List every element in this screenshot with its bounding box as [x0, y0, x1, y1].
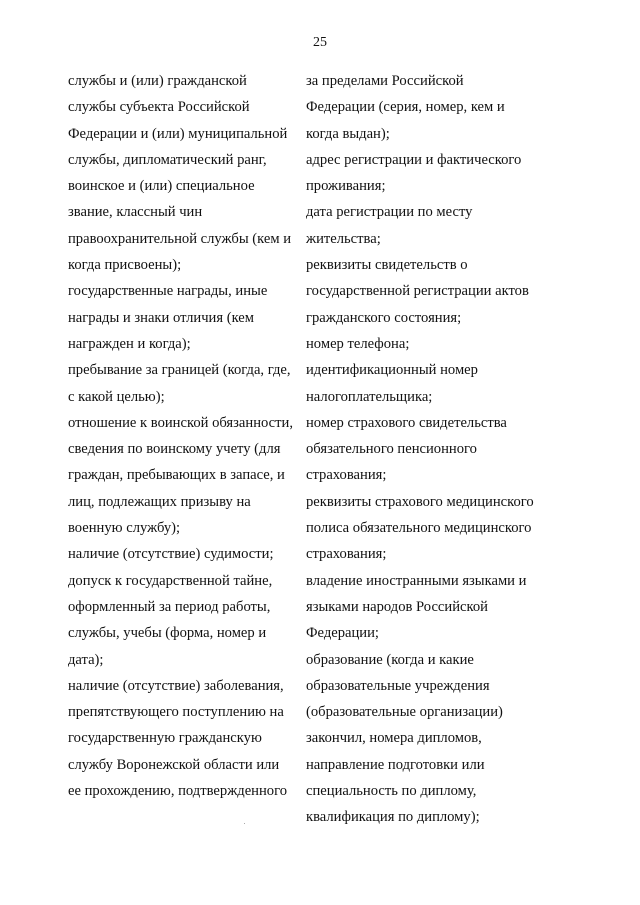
left-column-line: наличие (отсутствие) судимости;: [68, 546, 274, 563]
left-column-line: когда присвоены);: [68, 257, 182, 274]
right-column-line: полиса обязательного медицинского: [306, 520, 532, 537]
right-column-line: государственной регистрации актов: [306, 283, 529, 300]
left-column-line: наличие (отсутствие) заболевания,: [68, 677, 284, 694]
right-column-line: Федерации (серия, номер, кем и: [306, 99, 505, 116]
left-column-line: с какой целью);: [68, 388, 165, 405]
left-column-line: службы, учебы (форма, номер и: [68, 625, 267, 642]
left-column-line: оформленный за период работы,: [68, 598, 271, 615]
right-column-line: гражданского состояния;: [306, 309, 462, 326]
left-column-line: препятствующего поступлению на: [68, 704, 284, 721]
left-column-line: службы, дипломатический ранг,: [68, 151, 267, 168]
right-column-line: налогоплательщика;: [306, 388, 433, 405]
right-column-line: проживания;: [306, 178, 386, 195]
left-column-line: отношение к воинской обязанности,: [68, 414, 293, 431]
left-column-line: Федерации и (или) муниципальной: [68, 125, 288, 142]
right-column-line: дата регистрации по месту: [306, 204, 473, 221]
right-column-line: направление подготовки или: [306, 756, 485, 773]
right-column-line: (образовательные организации): [306, 704, 503, 721]
right-column-line: реквизиты свидетельств о: [306, 257, 468, 274]
right-column-line: владение иностранными языками и: [306, 572, 527, 589]
left-column-line: звание, классный чин: [68, 204, 203, 221]
right-column-line: идентификационный номер: [306, 362, 478, 379]
left-column-line: государственные награды, иные: [68, 283, 268, 300]
left-column-line: государственную гражданскую: [68, 730, 262, 747]
left-column-line: граждан, пребывающих в запасе, и: [68, 467, 285, 484]
left-column-line: ее прохождению, подтвержденного: [68, 783, 288, 800]
left-column-line: службы и (или) гражданской: [68, 73, 247, 89]
left-column-line: службы субъекта Российской: [68, 99, 250, 116]
left-column-line: дата);: [68, 651, 104, 668]
right-column-line: квалификация по диплому);: [306, 809, 480, 826]
scan-speck: [244, 823, 245, 824]
right-column-line: когда выдан);: [306, 125, 390, 142]
left-column-line: службу Воронежской области или: [68, 756, 280, 773]
right-column-line: жительства;: [306, 230, 381, 247]
right-column: [306, 68, 534, 831]
right-column-line: страхования;: [306, 467, 387, 484]
left-column: [68, 68, 293, 804]
left-column-line: лиц, подлежащих призыву на: [68, 493, 251, 510]
left-column-line: военную службу);: [68, 520, 181, 537]
left-column-line: пребывание за границей (когда, где,: [68, 362, 291, 379]
right-column-line: номер страхового свидетельства: [306, 414, 507, 431]
right-column-line: специальность по диплому,: [306, 783, 477, 800]
right-column-line: образование (когда и какие: [306, 651, 474, 668]
right-column-line: за пределами Российской: [306, 73, 464, 89]
right-column-line: обязательного пенсионного: [306, 441, 477, 458]
left-column-line: правоохранительной службы (кем и: [68, 230, 292, 247]
left-column-line: награжден и когда);: [68, 335, 191, 352]
right-column-line: языками народов Российской: [306, 598, 488, 615]
right-column-line: страхования;: [306, 546, 387, 563]
right-column-line: образовательные учреждения: [306, 677, 490, 694]
right-column-line: закончил, номера дипломов,: [306, 730, 482, 747]
right-column-line: адрес регистрации и фактического: [306, 151, 522, 168]
left-column-line: допуск к государственной тайне,: [68, 572, 273, 589]
right-column-line: Федерации;: [306, 625, 379, 642]
right-column-line: реквизиты страхового медицинского: [306, 493, 534, 510]
left-column-line: награды и знаки отличия (кем: [68, 309, 255, 326]
right-column-line: номер телефона;: [306, 335, 410, 352]
left-column-line: воинское и (или) специальное: [68, 178, 255, 195]
left-column-line: сведения по воинскому учету (для: [68, 441, 281, 458]
page-number: 25: [313, 35, 327, 50]
